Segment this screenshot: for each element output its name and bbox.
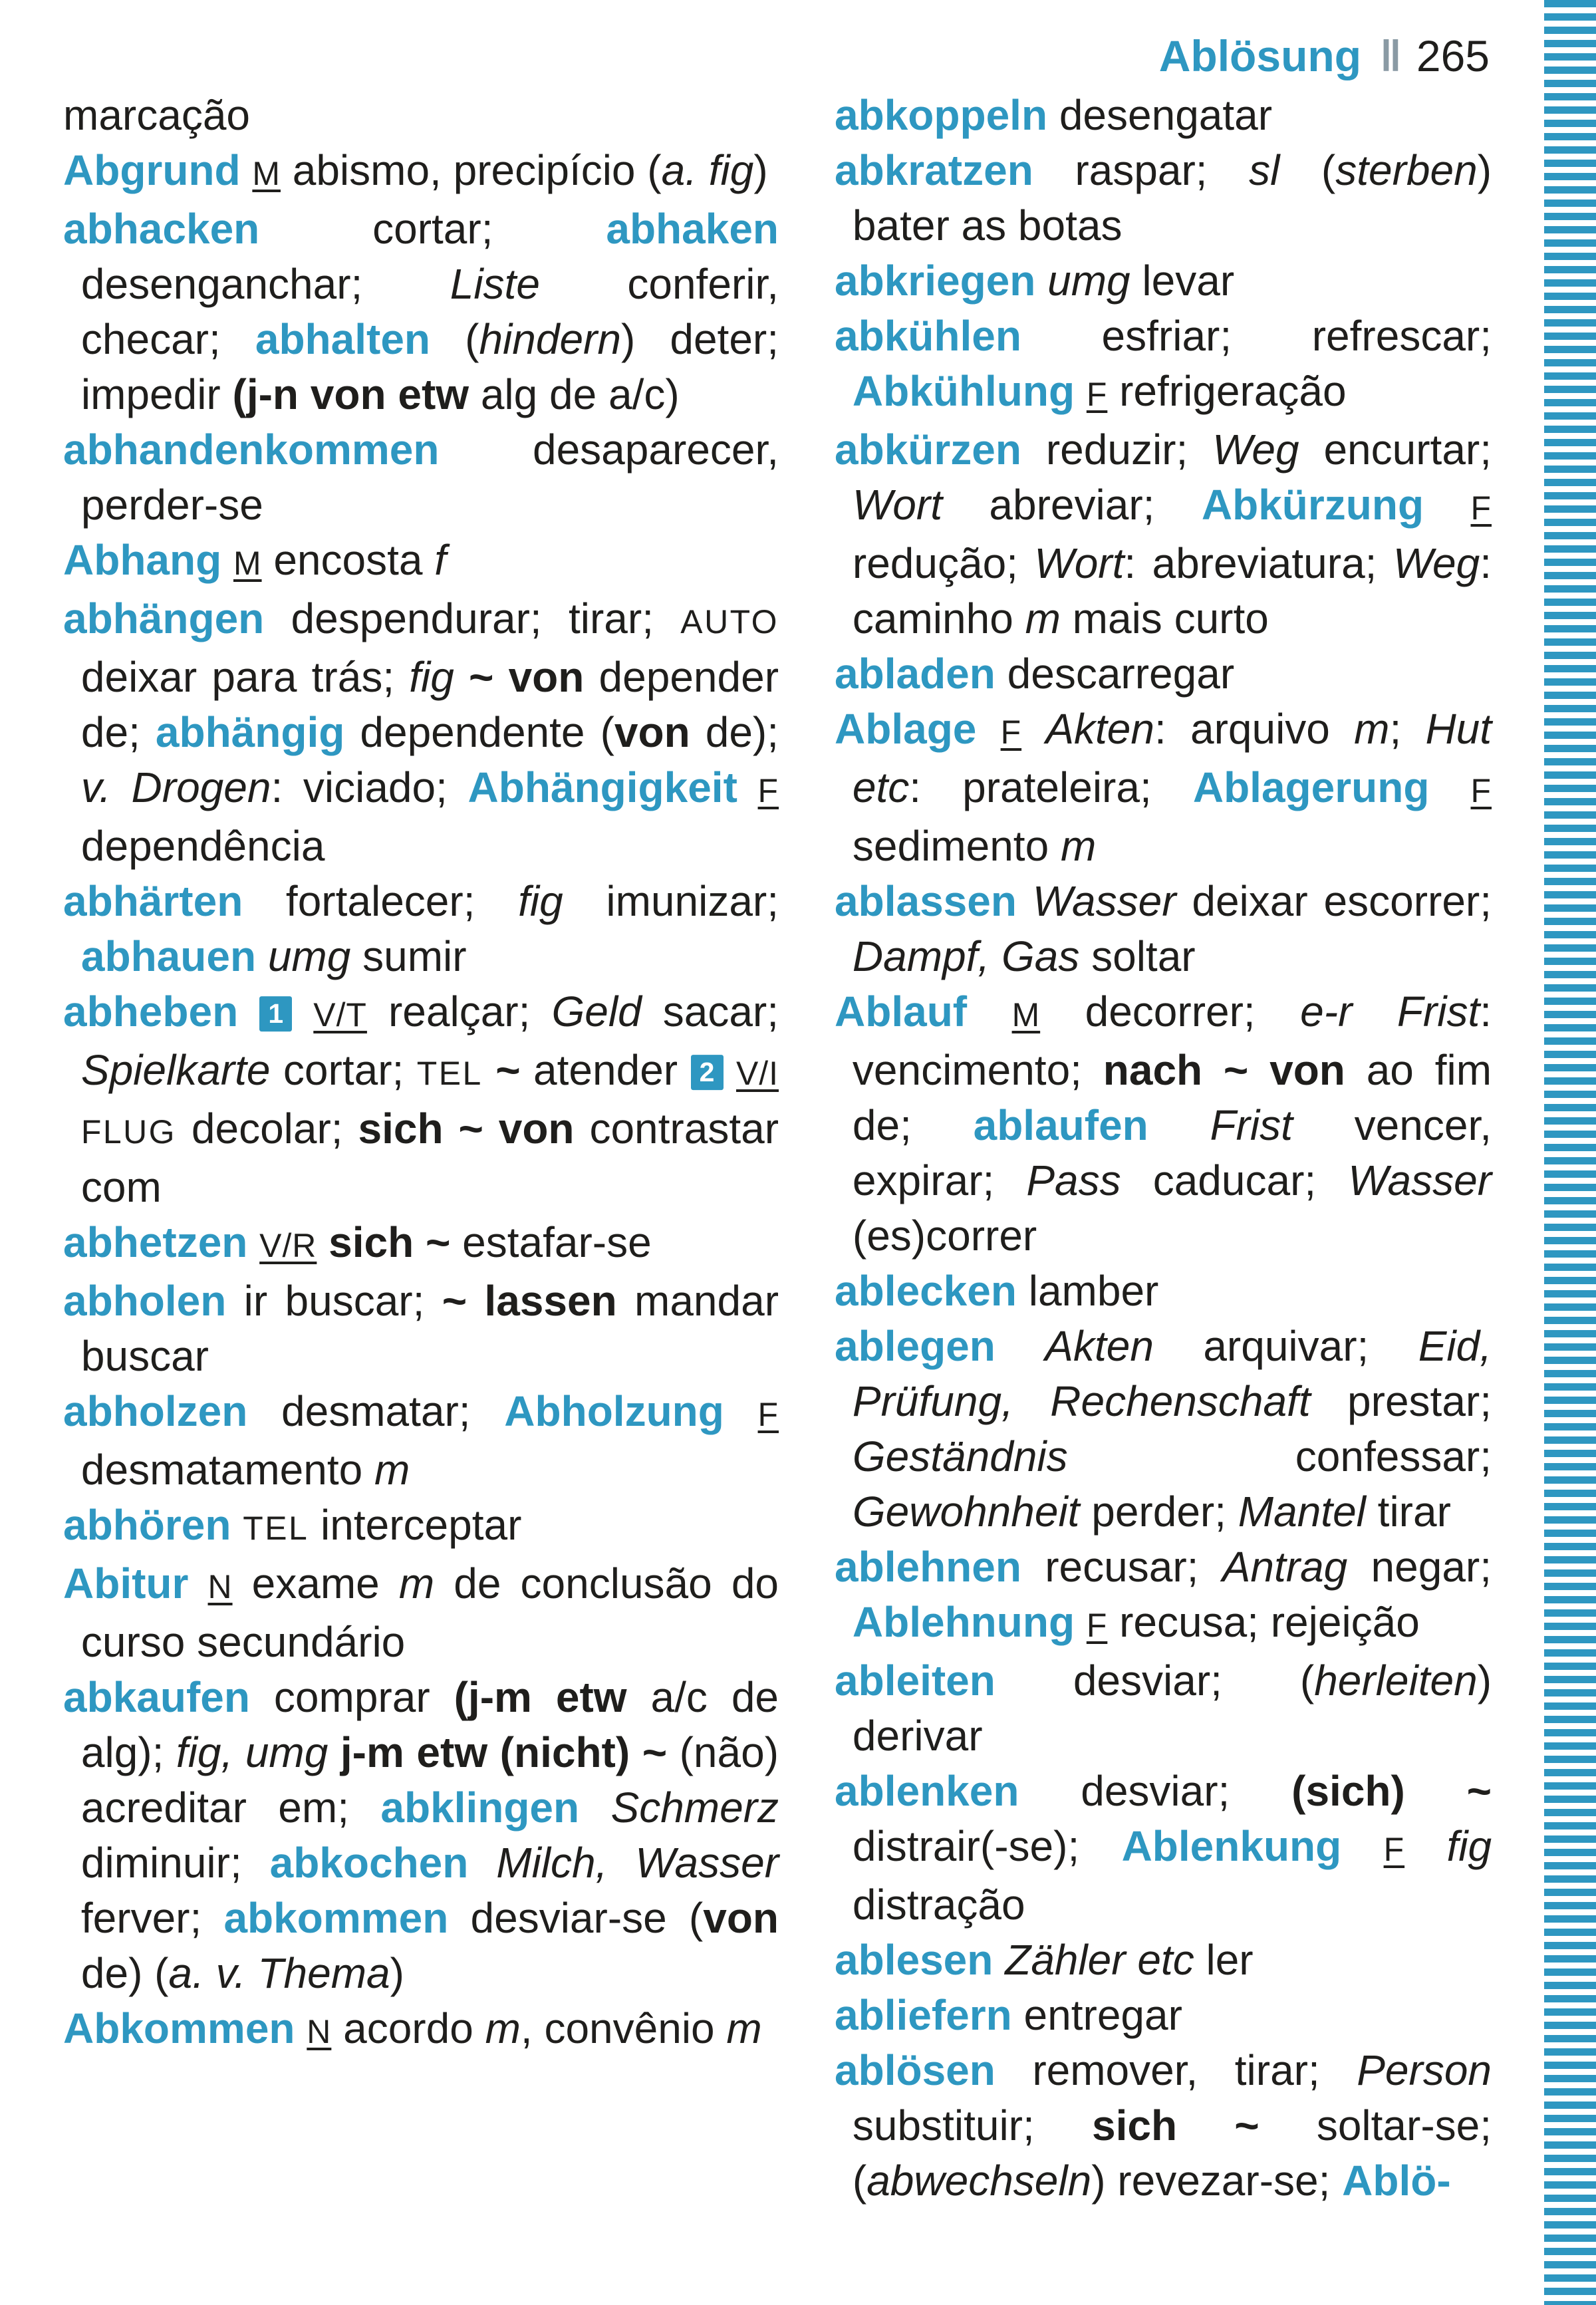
- dictionary-entry: [63, 874, 779, 984]
- text: : prateleira;: [909, 763, 1193, 811]
- text: [1341, 1822, 1383, 1870]
- dictionary-entry: [835, 253, 1492, 309]
- text: (: [430, 315, 479, 363]
- headword: abkoppeln: [835, 91, 1048, 139]
- usage-label: Antrag: [1222, 1543, 1348, 1591]
- text: ): [390, 1949, 404, 1997]
- usage-label: Dampf, Gas: [852, 932, 1080, 980]
- grammar-label: V/R: [259, 1227, 317, 1264]
- text: conferir, checar;: [80, 260, 779, 363]
- usage-label: Pass: [1026, 1156, 1121, 1204]
- field-label: TEL: [243, 1510, 309, 1547]
- text: comprar: [249, 1673, 454, 1721]
- headword: Ablagerung: [1192, 763, 1430, 811]
- headword: Abkommen: [63, 2004, 295, 2052]
- usage-label: m: [1354, 705, 1390, 753]
- usage-label: fig: [409, 653, 454, 701]
- text: [724, 1387, 758, 1435]
- text: diminuir;: [80, 1839, 270, 1887]
- text: [1429, 763, 1470, 811]
- text: (não) acreditar em;: [80, 1728, 779, 1831]
- text: [292, 988, 313, 1035]
- text: [996, 1322, 1045, 1370]
- grammar-label: V/T: [313, 996, 367, 1033]
- text: dependência: [80, 822, 325, 870]
- text: desmatamento: [80, 1446, 374, 1494]
- text: [976, 705, 1000, 753]
- bold-phrase: ~ von: [469, 653, 585, 701]
- thumb-index-stripes: [1544, 0, 1596, 2305]
- text: [317, 1218, 329, 1266]
- grammar-label: M: [252, 155, 281, 192]
- headword: ablegen: [835, 1322, 996, 1370]
- grammar-label: V/I: [735, 1055, 779, 1092]
- text: sedimento: [852, 822, 1061, 870]
- text: abismo, precipício (: [280, 146, 662, 194]
- grammar-label: F: [1086, 376, 1108, 413]
- usage-label: Hut etc: [852, 705, 1492, 811]
- text: contrastar com: [80, 1105, 779, 1211]
- headword: abkommen: [223, 1894, 449, 1942]
- headword: abkochen: [269, 1839, 469, 1887]
- headword: ablassen: [835, 877, 1017, 925]
- grammar-label: N: [307, 2013, 332, 2050]
- dictionary-entry: [63, 1215, 779, 1274]
- text: ao fim de;: [852, 1046, 1492, 1149]
- bold-phrase: (sich) ~: [1291, 1767, 1492, 1815]
- text: [724, 1046, 736, 1094]
- usage-label: m: [1060, 822, 1097, 870]
- text: decorrer;: [1040, 988, 1301, 1035]
- bold-phrase: von: [614, 708, 690, 756]
- headword: abholen: [63, 1277, 227, 1325]
- headword: abkürzen: [835, 426, 1021, 474]
- text: soltar: [1079, 932, 1196, 980]
- text: alg de a/c): [469, 370, 680, 418]
- text: de conclusão do curso secundário: [80, 1559, 779, 1666]
- headword: abhauen: [80, 932, 257, 980]
- text: [1424, 481, 1470, 529]
- text: : viciado;: [271, 763, 468, 811]
- grammar-label: F: [757, 772, 779, 809]
- text: recusa; rejeição: [1107, 1598, 1420, 1646]
- usage-label: Person: [1357, 2046, 1492, 2094]
- text: desengatar: [1047, 91, 1273, 139]
- usage-label: a. fig: [661, 146, 754, 194]
- dictionary-entry: [835, 143, 1492, 253]
- usage-label: fig: [1446, 1822, 1492, 1870]
- text: refrigeração: [1107, 367, 1347, 415]
- text: de) (: [80, 1949, 169, 1997]
- text: [247, 1218, 259, 1266]
- bold-phrase: von: [703, 1894, 779, 1942]
- text: : vencimento;: [852, 988, 1492, 1094]
- header-separator-icon: ‖: [1380, 31, 1402, 80]
- text-columns: [63, 88, 1492, 2209]
- dictionary-entry: [835, 1653, 1492, 1764]
- text: arquivar;: [1153, 1322, 1418, 1370]
- text: substituir;: [852, 2102, 1092, 2149]
- text: descarregar: [995, 650, 1235, 698]
- text: desviar; (: [995, 1657, 1315, 1704]
- headword: abhetzen: [63, 1218, 248, 1266]
- dictionary-entry: [835, 1264, 1492, 1319]
- usage-label: Milch, Wasser: [496, 1839, 779, 1887]
- text: ler: [1194, 1936, 1254, 1984]
- usage-label: Schmerz: [610, 1784, 779, 1831]
- text: (: [1279, 146, 1336, 194]
- text: desviar-se (: [448, 1894, 704, 1942]
- dictionary-entry: [63, 143, 779, 202]
- grammar-label: M: [233, 545, 262, 582]
- text: desaparecer, perder-se: [80, 426, 779, 529]
- usage-label: umg: [1047, 257, 1130, 305]
- usage-label: Akten: [1045, 705, 1154, 753]
- headword: abheben: [63, 988, 239, 1035]
- sense-number-badge: 2: [691, 1055, 724, 1090]
- usage-label: Wort: [1034, 539, 1125, 587]
- text: (es)correr: [852, 1212, 1037, 1260]
- dictionary-entry: [63, 533, 779, 591]
- text: negar;: [1347, 1543, 1492, 1591]
- text: entregar: [1011, 1991, 1182, 2039]
- bold-phrase: ~: [495, 1046, 521, 1094]
- usage-label: Geld: [551, 988, 642, 1035]
- text: de);: [690, 708, 779, 756]
- text: ) deter; impedir: [80, 315, 779, 418]
- dictionary-entry: [835, 1764, 1492, 1933]
- text: desmatar;: [247, 1387, 505, 1435]
- text: deixar para trás;: [80, 653, 410, 701]
- grammar-label: F: [1086, 1607, 1108, 1644]
- headword: abladen: [835, 650, 996, 698]
- usage-label: m: [374, 1446, 410, 1494]
- text: mandar buscar: [80, 1277, 779, 1380]
- headword: ableiten: [835, 1657, 996, 1704]
- text: reduzir;: [1021, 426, 1213, 474]
- headword: Ablenkung: [1121, 1822, 1342, 1870]
- headword: abhalten: [255, 315, 431, 363]
- usage-label: f: [434, 536, 447, 584]
- headword: ablenken: [835, 1767, 1019, 1815]
- bold-phrase: nach ~ von: [1103, 1046, 1345, 1094]
- text: [1021, 705, 1045, 753]
- dictionary-entry: [63, 1556, 779, 1670]
- text: [1075, 1598, 1087, 1646]
- headword: ablesen: [835, 1936, 994, 1984]
- headword: abkühlen: [835, 312, 1021, 360]
- usage-label: m: [726, 2004, 762, 2052]
- text: exame: [232, 1559, 399, 1607]
- text: cortar;: [270, 1046, 417, 1094]
- dictionary-entry: [63, 2001, 779, 2060]
- text: [1017, 877, 1033, 925]
- text: marcação: [63, 91, 250, 139]
- text: ) bater as botas: [852, 146, 1492, 249]
- text: : arquivo: [1154, 705, 1355, 753]
- usage-label: abwechseln: [866, 2157, 1092, 2205]
- text: decolar;: [176, 1105, 358, 1152]
- usage-label: herleiten: [1314, 1657, 1478, 1704]
- headword: abhärten: [63, 877, 243, 925]
- text: [241, 146, 253, 194]
- text: [188, 1559, 207, 1607]
- headword: ablaufen: [973, 1101, 1148, 1149]
- usage-label: Spielkarte: [80, 1046, 271, 1094]
- field-label: TEL: [416, 1055, 483, 1092]
- text: esfriar; refrescar;: [1021, 312, 1492, 360]
- usage-label: Eid, Prüfung, Rechenschaft: [852, 1322, 1492, 1425]
- usage-label: Liste: [450, 260, 540, 308]
- column-right: [835, 88, 1492, 2209]
- usage-label: fig: [518, 877, 563, 925]
- usage-label: Gewohnheit: [852, 1488, 1080, 1536]
- text: [328, 1728, 340, 1776]
- dictionary-entry: [835, 1540, 1492, 1653]
- text: a/c de alg);: [80, 1673, 779, 1776]
- text: atender: [520, 1046, 691, 1094]
- text: vencer, expirar;: [852, 1101, 1492, 1204]
- bold-phrase: (j-m etw: [454, 1673, 627, 1721]
- usage-label: fig, umg: [176, 1728, 329, 1776]
- text: [231, 1501, 243, 1549]
- dictionary-entry: [835, 1933, 1492, 1988]
- dictionary-entry: [63, 1274, 779, 1384]
- usage-label: v. Drogen: [80, 763, 271, 811]
- grammar-label: F: [1470, 772, 1492, 809]
- text: [1404, 1822, 1446, 1870]
- bold-phrase: (j-n von etw: [232, 370, 469, 418]
- dictionary-entry: [63, 88, 779, 143]
- usage-label: Wort: [852, 481, 942, 529]
- page-header: [63, 32, 1490, 80]
- dictionary-entry: [63, 1498, 779, 1556]
- dictionary-entry: [63, 591, 779, 874]
- usage-label: m: [1025, 595, 1061, 642]
- headword: ablehnen: [835, 1543, 1021, 1591]
- text: abreviar;: [942, 481, 1202, 529]
- text: levar: [1130, 257, 1235, 305]
- usage-label: Wasser: [1032, 877, 1176, 925]
- bold-phrase: j-m etw (nicht) ~: [340, 1728, 668, 1776]
- text: ) revezar-se;: [1091, 2157, 1343, 2205]
- headword: abhacken: [63, 205, 260, 253]
- text: [737, 763, 758, 811]
- dictionary-entry: [835, 88, 1492, 143]
- headword: Abhang: [63, 536, 222, 584]
- usage-label: Wasser: [1348, 1156, 1492, 1204]
- text: : abreviatura;: [1124, 539, 1393, 587]
- header-guideword: Ablösung: [1158, 31, 1362, 80]
- text: lamber: [1016, 1267, 1159, 1315]
- headword: Abitur: [63, 1559, 189, 1607]
- bold-phrase: sich ~: [329, 1218, 451, 1266]
- text: dependente (: [344, 708, 614, 756]
- usage-label: Weg: [1212, 426, 1299, 474]
- dictionary-entry: [835, 1319, 1492, 1540]
- usage-label: Frist: [1210, 1101, 1293, 1149]
- text: encurtar;: [1299, 426, 1492, 474]
- text: cortar;: [259, 205, 606, 253]
- headword: Ablehnung: [852, 1598, 1075, 1646]
- text: distrair(-se);: [852, 1822, 1122, 1870]
- text: [967, 988, 1011, 1035]
- text: sumir: [350, 932, 467, 980]
- field-label: FLUG: [80, 1113, 176, 1151]
- dictionary-entry: [835, 874, 1492, 984]
- text: ferver;: [80, 1894, 224, 1942]
- text: [993, 1936, 1005, 1984]
- text: caducar;: [1121, 1156, 1349, 1204]
- text: ;: [1389, 705, 1426, 753]
- usage-label: sl: [1249, 146, 1280, 194]
- usage-label: Zähler etc: [1005, 1936, 1194, 1984]
- text: [483, 1046, 495, 1094]
- text: [1075, 367, 1087, 415]
- text: encosta: [261, 536, 435, 584]
- sense-number-badge: 1: [259, 996, 292, 1031]
- dictionary-entry: [835, 309, 1492, 422]
- headword: abhören: [63, 1501, 231, 1549]
- bold-phrase: sich ~ von: [358, 1105, 575, 1152]
- dictionary-entry: [63, 1670, 779, 2001]
- usage-label: umg: [267, 932, 351, 980]
- usage-label: sterben: [1335, 146, 1478, 194]
- usage-label: m: [485, 2004, 521, 2052]
- grammar-label: F: [757, 1396, 779, 1433]
- text: soltar-se; (: [852, 2102, 1492, 2205]
- headword: Ablauf: [835, 988, 968, 1035]
- text: desviar;: [1019, 1767, 1292, 1815]
- headword: abhaken: [606, 205, 779, 253]
- text: despendurar; tirar;: [264, 595, 681, 642]
- headword: abhandenkommen: [63, 426, 440, 474]
- text: mais curto: [1060, 595, 1269, 642]
- text: acordo: [331, 2004, 485, 2052]
- text: tirar: [1365, 1488, 1451, 1536]
- headword: Abkühlung: [852, 367, 1075, 415]
- headword: Abholzung: [504, 1387, 724, 1435]
- text: imunizar;: [563, 877, 779, 925]
- text: interceptar: [309, 1501, 522, 1549]
- text: [1148, 1101, 1210, 1149]
- text: deixar escorrer;: [1176, 877, 1492, 925]
- text: ): [753, 146, 768, 194]
- text: ir buscar;: [226, 1277, 442, 1325]
- usage-label: hindern: [479, 315, 621, 363]
- grammar-label: N: [207, 1568, 233, 1605]
- text: raspar;: [1033, 146, 1250, 194]
- usage-label: Geständnis: [852, 1432, 1068, 1480]
- usage-label: Akten: [1045, 1322, 1154, 1370]
- usage-label: Weg: [1393, 539, 1480, 587]
- dictionary-entry: [835, 2043, 1492, 2209]
- headword: abkratzen: [835, 146, 1033, 194]
- headword: Abgrund: [63, 146, 241, 194]
- headword: abklingen: [380, 1784, 580, 1831]
- text: desenganchar;: [80, 260, 450, 308]
- text: perder;: [1079, 1488, 1238, 1536]
- text: ) derivar: [852, 1657, 1492, 1760]
- text: confessar;: [1067, 1432, 1492, 1480]
- text: recusar;: [1021, 1543, 1222, 1591]
- usage-label: Mantel: [1238, 1488, 1366, 1536]
- headword: abliefern: [835, 1991, 1012, 2039]
- dictionary-entry: [63, 202, 779, 422]
- dictionary-entry: [835, 422, 1492, 646]
- text: distração: [852, 1881, 1025, 1929]
- text: remover, tirar;: [995, 2046, 1357, 2094]
- text: redução;: [852, 539, 1035, 587]
- headword: Abkürzung: [1201, 481, 1424, 529]
- headword: abkriegen: [835, 257, 1036, 305]
- text: [1035, 257, 1047, 305]
- text: realçar;: [366, 988, 552, 1035]
- text: [295, 2004, 307, 2052]
- dictionary-entry: [63, 422, 779, 533]
- text: : caminho: [852, 539, 1492, 642]
- text: [454, 653, 469, 701]
- headword: abholzen: [63, 1387, 248, 1435]
- page-number: 265: [1416, 31, 1490, 80]
- headword: abhängig: [155, 708, 345, 756]
- grammar-label: F: [1000, 714, 1022, 751]
- dictionary-entry: [835, 984, 1492, 1264]
- dictionary-entry: [63, 984, 779, 1215]
- headword: Ablö-: [1342, 2157, 1451, 2205]
- grammar-label: F: [1383, 1831, 1405, 1868]
- text: fortalecer;: [243, 877, 519, 925]
- dictionary-entry: [835, 1988, 1492, 2043]
- text: [468, 1839, 496, 1887]
- dictionary-entry: [835, 702, 1492, 874]
- field-label: AUTO: [680, 603, 779, 640]
- grammar-label: F: [1470, 489, 1492, 527]
- text: [221, 536, 233, 584]
- text: estafar-se: [450, 1218, 652, 1266]
- usage-label: e-r Frist: [1300, 988, 1480, 1035]
- text: sacar;: [641, 988, 779, 1035]
- headword: Abhängigkeit: [467, 763, 737, 811]
- column-left: [63, 88, 779, 2209]
- text: depender de;: [80, 653, 779, 756]
- grammar-label: M: [1011, 996, 1041, 1033]
- text: prestar;: [1310, 1377, 1492, 1425]
- text: [256, 932, 268, 980]
- usage-label: a. v. Thema: [168, 1949, 390, 1997]
- bold-phrase: sich ~: [1091, 2102, 1260, 2149]
- headword: ablösen: [835, 2046, 996, 2094]
- text: , convênio: [520, 2004, 727, 2052]
- headword: Ablage: [835, 705, 977, 753]
- bold-phrase: ~ lassen: [442, 1277, 617, 1325]
- dictionary-entry: [63, 1384, 779, 1498]
- headword: abkaufen: [63, 1673, 250, 1721]
- dictionary-entry: [835, 646, 1492, 702]
- text: [579, 1784, 610, 1831]
- text: [238, 988, 259, 1035]
- usage-label: m: [398, 1559, 435, 1607]
- headword: ablecken: [835, 1267, 1017, 1315]
- headword: abhängen: [63, 595, 265, 642]
